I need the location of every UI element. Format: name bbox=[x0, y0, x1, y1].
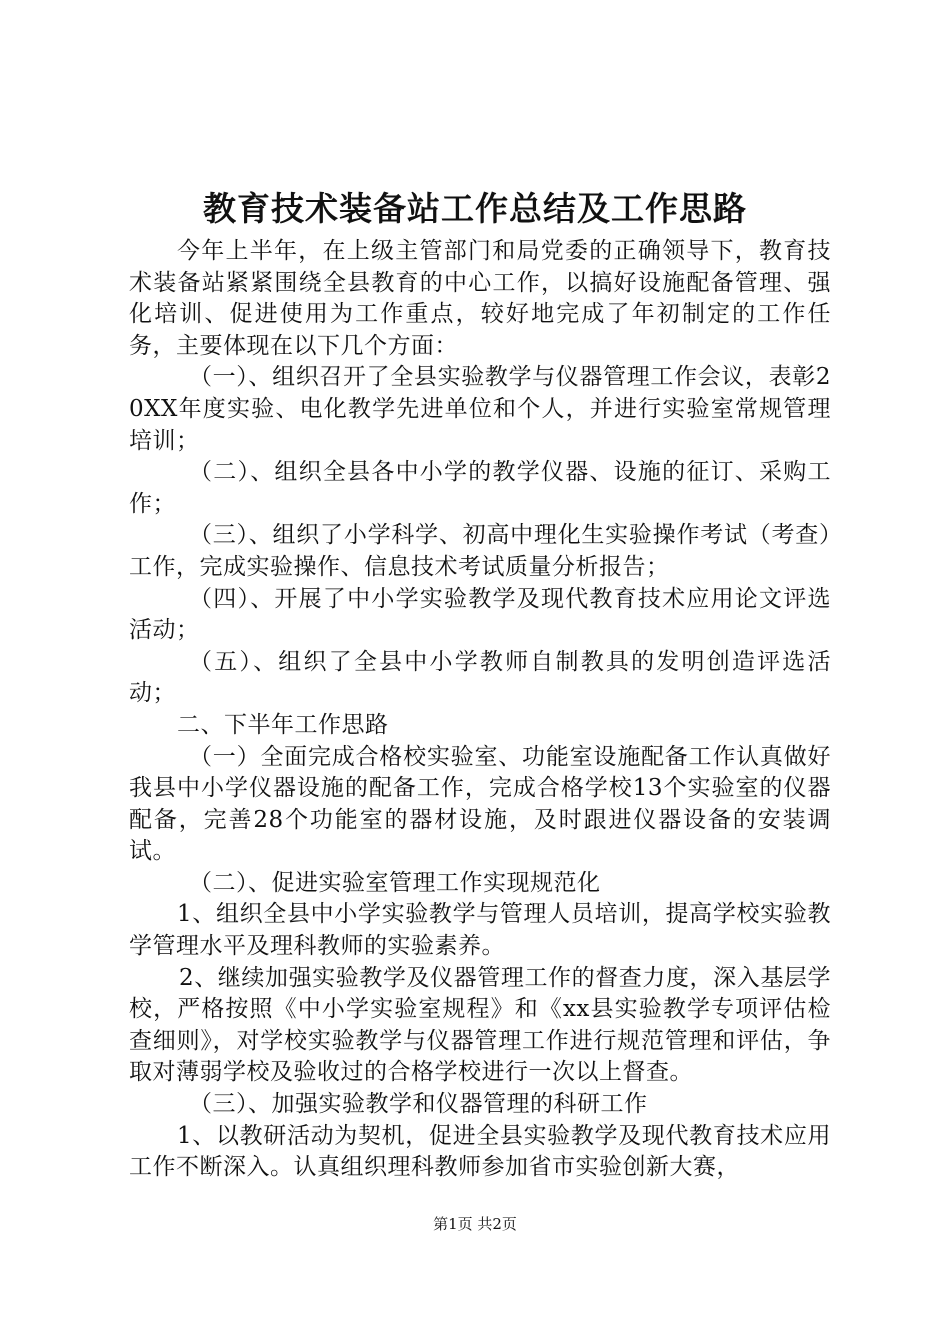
paragraph-plan-1: （一）全面完成合格校实验室、功能室设施配备工作认真做好我县中小学仪器设施的配备工作，完成合格学校13个实验室的仪器配备，完善28个功能室的器材设施，及时跟进仪器设备的安装调试。 bbox=[129, 743, 831, 865]
paragraph-plan-2-2: 2、继续加强实验教学及仪器管理工作的督查力度，深入基层学校，严格按照《中小学实验室规程》和《xx县实验教学专项评估检查细则》，对学校实验教学与仪器管理工作进行规范管理和评估，争取对薄弱学校及验收过的合格学校进行一次以上督查。 bbox=[129, 964, 831, 1086]
paragraph-item-3: （三）、组织了小学科学、初高中理化生实验操作考试（考查）工作，完成实验操作、信息技术考试质量分析报告； bbox=[129, 522, 831, 580]
paragraph-item-1: （一）、组织召开了全县实验教学与仪器管理工作会议，表彰20XX年度实验、电化教学先进单位和个人，并进行实验室常规管理培训； bbox=[129, 364, 831, 454]
paragraph-item-4: （四）、开展了中小学实验教学及现代教育技术应用论文评选活动； bbox=[129, 585, 831, 644]
document-title: 教育技术装备站工作总结及工作思路 bbox=[203, 189, 747, 228]
section-heading-plan: 二、下半年工作思路 bbox=[177, 711, 389, 738]
paragraph-plan-2-1: 1、组织全县中小学实验教学与管理人员培训，提高学校实验教学管理水平及理科教师的实验素养。 bbox=[129, 901, 831, 960]
page-footer: 第1页 共2页 bbox=[433, 1215, 517, 1233]
paragraph-item-2: （二）、组织全县各中小学的教学仪器、设施的征订、采购工作； bbox=[129, 459, 831, 517]
paragraph-plan-2-heading: （二）、促进实验室管理工作实现规范化 bbox=[189, 869, 601, 896]
paragraph-item-5: （五）、组织了全县中小学教师自制教具的发明创造评选活动； bbox=[129, 648, 831, 707]
paragraph-intro: 今年上半年，在上级主管部门和局党委的正确领导下，教育技术装备站紧紧围绕全县教育的中心工作，以搞好设施配备管理、强化培训、促进使用为工作重点，较好地完成了年初制定的工作任务，主要体现在以下几个方面： bbox=[129, 238, 831, 359]
paragraph-plan-3-1: 1、以教研活动为契机，促进全县实验教学及现代教育技术应用工作不断深入。认真组织理科教师参加省市实验创新大赛， bbox=[129, 1122, 831, 1181]
document-body bbox=[129, 236, 831, 1184]
paragraph-plan-3-heading: （三）、加强实验教学和仪器管理的科研工作 bbox=[189, 1091, 648, 1118]
